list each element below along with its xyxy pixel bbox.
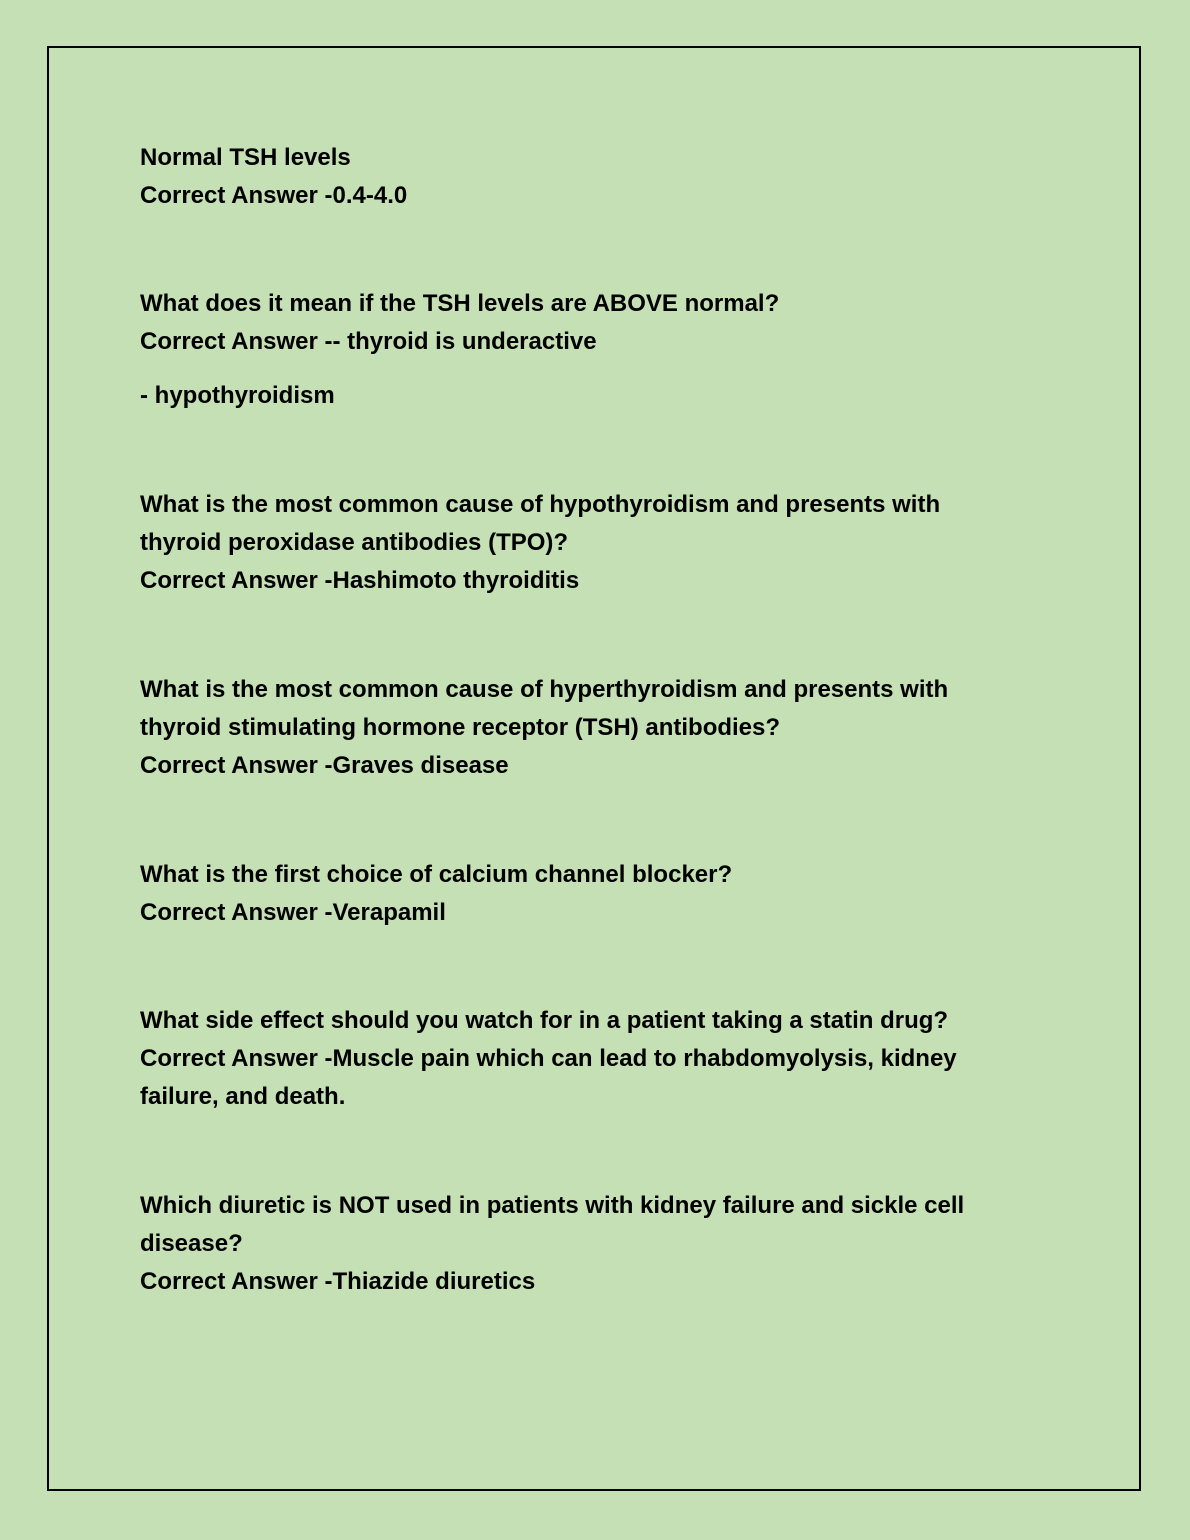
qa-item <box>140 139 1020 215</box>
answer-extra-text: - hypothyroidism <box>140 382 335 409</box>
question-text: What is the most common cause of hypothyroidism and presents with thyroid peroxidase antibodies (TPO)? <box>140 491 941 556</box>
question-text: What is the first choice of calcium channel blocker? <box>140 861 733 888</box>
qa-item <box>140 856 1020 932</box>
answer-text: Correct Answer -Hashimoto thyroiditis <box>140 567 580 594</box>
answer-text: Correct Answer -Thiazide diuretics <box>140 1268 536 1295</box>
qa-item <box>140 486 1020 600</box>
question-text: Which diuretic is NOT used in patients with kidney failure and sickle cell disease? <box>140 1192 965 1257</box>
question-text: What side effect should you watch for in a patient taking a statin drug? <box>140 1007 949 1034</box>
question-text: What does it mean if the TSH levels are ABOVE normal? <box>140 290 780 317</box>
qa-item <box>140 1187 1020 1301</box>
answer-text: Correct Answer -Muscle pain which can lead to rhabdomyolysis, kidney failure, and death. <box>140 1045 957 1110</box>
question-text: What is the most common cause of hyperthyroidism and presents with thyroid stimulating hormone receptor (TSH) antibodies? <box>140 676 949 741</box>
answer-text: Correct Answer -- thyroid is underactive <box>140 328 597 355</box>
answer-text: Correct Answer -0.4-4.0 <box>140 182 408 209</box>
qa-item <box>140 285 1020 415</box>
question-text: Normal TSH levels <box>140 144 351 171</box>
answer-text: Correct Answer -Graves disease <box>140 752 509 779</box>
qa-item <box>140 1002 1020 1116</box>
qa-item <box>140 671 1020 785</box>
answer-text: Correct Answer -Verapamil <box>140 899 446 926</box>
